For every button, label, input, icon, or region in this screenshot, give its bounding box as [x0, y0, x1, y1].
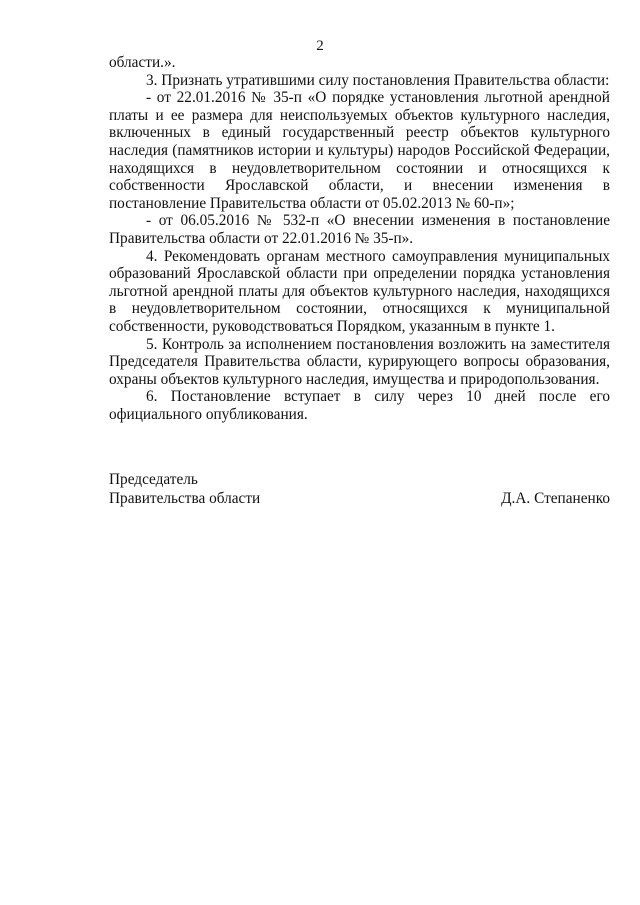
paragraph-item-5: 5. Контроль за исполнением постановления возложить на заместителя Председателя Правительства области, курирующего вопросы образования, охраны объектов культурного наследия, имущества и природопользования. [109, 335, 610, 388]
page-number: 2 [316, 38, 324, 54]
signature-title-line1: Председатель [109, 471, 198, 488]
paragraph-item-3-sub-1: - от 22.01.2016 № 35-п «О порядке установления льготной арендной платы и ее размера для неиспользуемых объектов культурного наследия, включенных в единый государственный реестр объектов культурного наследия (памятников истории и культуры) народов Российской Федерации, находящихся в неудовлетворительном состоянии и относящихся к собственности Ярославской области, и внесении изменения в постановление Правительства области от 05.02.2013 № 60-п»; [109, 89, 610, 212]
signature-row [109, 489, 610, 508]
document-body [109, 54, 610, 423]
signature-block [109, 470, 610, 508]
paragraph-item-3: 3. Признать утратившими силу постановления Правительства области: [146, 71, 610, 89]
signature-title-line2: Правительства области [109, 490, 261, 507]
paragraph-item-3-sub-2: - от 06.05.2016 № 532-п «О внесении изменения в постановление Правительства области от 22.01.2016 № 35-п». [109, 212, 610, 247]
paragraph-item-4: 4. Рекомендовать органам местного самоуправления муниципальных образований Ярославской области при определении порядка установления льготной арендной платы для объектов культурного наследия, находящихся в неудовлетворительном состоянии, относящихся к муниципальной собственности, руководствоваться Порядком, указанным в пункте 1. [109, 247, 610, 335]
paragraph-continuation: области.». [109, 54, 176, 71]
signatory-name: Д.А. Степаненко [501, 490, 610, 507]
paragraph-item-6: 6. Постановление вступает в силу через 10 дней после его официального опубликования. [109, 388, 610, 423]
